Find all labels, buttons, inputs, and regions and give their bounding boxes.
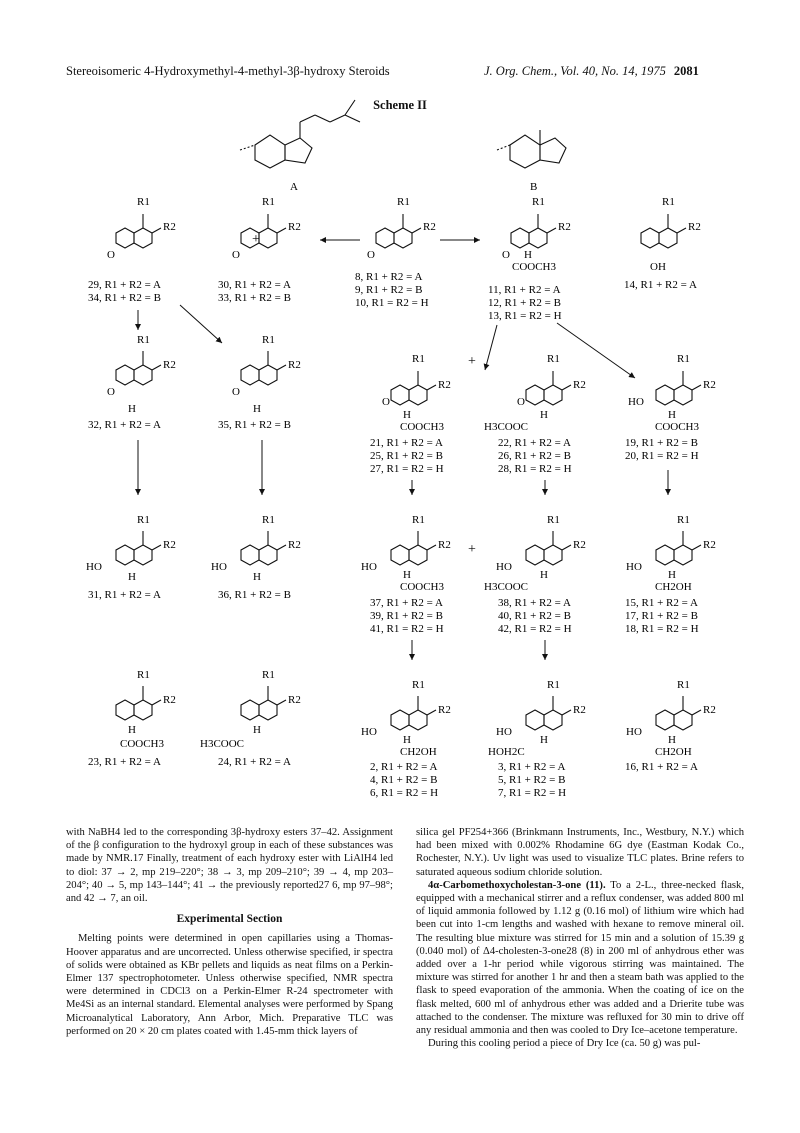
- arrow-12-to-19: [557, 323, 635, 378]
- label-18: 18, R1 = R2 = H: [625, 623, 699, 635]
- h-label-38: H: [540, 569, 548, 581]
- label-6: 6, R1 = R2 = H: [370, 787, 439, 799]
- journal-name: J. Org. Chem., Vol. 40, No. 14, 1975: [484, 64, 666, 78]
- r1-label-15: R1: [677, 514, 690, 526]
- h-label-36: H: [253, 571, 261, 583]
- structure-23: [116, 686, 161, 720]
- structure-22: [526, 371, 571, 405]
- structure-29: [116, 214, 161, 248]
- r2-label-30: R2: [288, 221, 301, 233]
- compound-subheading: 4α-Carbomethoxycholestan-3-one (11).: [428, 879, 606, 891]
- ho-16: HO: [626, 726, 642, 738]
- hydroxymethyl-2: CH2OH: [400, 746, 437, 758]
- r2-label-21: R2: [438, 379, 451, 391]
- right-paragraph-3: During this cooling period a piece of Dry Ice (ca. 50 g) was pul-: [428, 1038, 701, 1050]
- label-14: 14, R1 + R2 = A: [624, 279, 697, 291]
- side-chain-a-label: A: [290, 181, 298, 193]
- plus-sign: +: [252, 232, 260, 247]
- running-title: Stereoisomeric 4-Hydroxymethyl-4-methyl-3β-hydroxy Steroids: [66, 64, 390, 78]
- ho-19: HO: [628, 396, 644, 408]
- structure-8: [376, 214, 421, 248]
- left-paragraph-1: with NaBH4 led to the corresponding 3β-hydroxy esters 37–42. Assignment of the β configuration to the hydroxyl group in each of these substances was made by NMR.17 Finally, treatment of each hydroxy ester with LiAlH4 led to diol: 37 → 2, mp 219–220°; 38 → 3, mp 209–210°; 39 → 4, mp 203–204°; 40 → 5, mp 143–144°; 41 → the previously reported27 6, mp 97–98°; and 42 → 7, an oil.: [66, 827, 393, 905]
- r1-label-37: R1: [412, 514, 425, 526]
- ester-21: COOCH3: [400, 421, 445, 433]
- label-28: 28, R1 = R2 = H: [498, 463, 572, 475]
- r2-label-19: R2: [703, 379, 716, 391]
- label-33: 33, R1 + R2 = B: [218, 292, 291, 304]
- h-label-32: H: [128, 403, 136, 415]
- ester-23: COOCH3: [120, 738, 165, 750]
- h-label-15: H: [668, 569, 676, 581]
- h-label-23: H: [128, 724, 136, 736]
- label-40: 40, R1 + R2 = B: [498, 610, 571, 622]
- carbonyl-o-30: O: [232, 249, 240, 261]
- r1-label-14: R1: [662, 196, 675, 208]
- h-label-2: H: [403, 734, 411, 746]
- ester-19: COOCH3: [655, 421, 700, 433]
- r1-label-24: R1: [262, 669, 275, 681]
- carbonyl-o-32: O: [107, 386, 115, 398]
- structure-14: [641, 214, 686, 248]
- r2-label-35: R2: [288, 359, 301, 371]
- label-9: 9, R1 + R2 = B: [355, 284, 423, 296]
- ester-11: COOCH3: [512, 261, 557, 273]
- structure-3: [526, 696, 571, 730]
- ho-15: HO: [626, 561, 642, 573]
- label-21: 21, R1 + R2 = A: [370, 437, 443, 449]
- plus-sign-3: +: [468, 542, 476, 557]
- r2-label-31: R2: [163, 539, 176, 551]
- carbonyl-o-21: O: [382, 396, 390, 408]
- label-15: 15, R1 + R2 = A: [625, 597, 698, 609]
- ester-37: COOCH3: [400, 581, 445, 593]
- h-label-37: H: [403, 569, 411, 581]
- label-22: 22, R1 + R2 = A: [498, 437, 571, 449]
- r2-label-3: R2: [573, 704, 586, 716]
- structure-37: [391, 531, 436, 565]
- oh-14: OH: [650, 261, 666, 273]
- hydroxymethyl-16: CH2OH: [655, 746, 692, 758]
- carbonyl-o-8: O: [367, 249, 375, 261]
- label-17: 17, R1 + R2 = B: [625, 610, 698, 622]
- label-32: 32, R1 + R2 = A: [88, 419, 161, 431]
- r2-label-8: R2: [423, 221, 436, 233]
- side-chain-b-label: B: [530, 181, 538, 193]
- ester-38: H3COOC: [484, 581, 529, 593]
- procedure-paragraph: [416, 879, 744, 1037]
- ho-31: HO: [86, 561, 102, 573]
- page-number: 2081: [673, 64, 699, 78]
- ester-24: H3COOC: [200, 738, 245, 750]
- label-5: 5, R1 + R2 = B: [498, 774, 566, 786]
- structure-36: [241, 531, 286, 565]
- h-label-22: H: [540, 409, 548, 421]
- structure-35: [241, 351, 286, 385]
- label-4: 4, R1 + R2 = B: [370, 774, 438, 786]
- ho-3: HO: [496, 726, 512, 738]
- r1-label-22: R1: [547, 353, 560, 365]
- r1-label-2: R1: [412, 679, 425, 691]
- label-27: 27, R1 = R2 = H: [370, 463, 444, 475]
- label-26: 26, R1 + R2 = B: [498, 450, 571, 462]
- r1-label-35: R1: [262, 334, 275, 346]
- label-41: 41, R1 = R2 = H: [370, 623, 444, 635]
- r1-label-21: R1: [412, 353, 425, 365]
- structure-15: [656, 531, 701, 565]
- r1-label-29: R1: [137, 196, 150, 208]
- structure-19: [656, 371, 701, 405]
- r2-label-32: R2: [163, 359, 176, 371]
- structure-21: [391, 371, 436, 405]
- r2-label-38: R2: [573, 539, 586, 551]
- experimental-heading: Experimental Section: [176, 913, 283, 926]
- r2-label-2: R2: [438, 704, 451, 716]
- scheme-title: Scheme II: [373, 98, 427, 112]
- left-column: [66, 826, 393, 1038]
- label-11: 11, R1 + R2 = A: [488, 284, 561, 296]
- r2-label-23: R2: [163, 694, 176, 706]
- r2-label-29: R2: [163, 221, 176, 233]
- structure-30: [241, 214, 286, 248]
- r1-label-30: R1: [262, 196, 275, 208]
- h-label-31: H: [128, 571, 136, 583]
- label-36: 36, R1 + R2 = B: [218, 589, 291, 601]
- r1-label-8: R1: [397, 196, 410, 208]
- r2-label-16: R2: [703, 704, 716, 716]
- h-label-21: H: [403, 409, 411, 421]
- structure-16: [656, 696, 701, 730]
- r2-label-24: R2: [288, 694, 301, 706]
- structure-11: [511, 214, 556, 248]
- label-20: 20, R1 = R2 = H: [625, 450, 699, 462]
- right-column: [416, 826, 744, 1050]
- carbonyl-o-11: O: [502, 249, 510, 261]
- label-3: 3, R1 + R2 = A: [498, 761, 566, 773]
- left-paragraph-2: Melting points were determined in open capillaries using a Thomas-Hoover apparatus and are uncorrected. Unless otherwise specified, ir spectra of solids were obtained as KBr pellets and liquids as neat films on a Perkin-Elmer 137 spectrophotometer. Unless otherwise specified, NMR spectra were determined in CDCl3 on a Perkin-Elmer R-24 spectrometer with Me4Si as an internal standard. Elemental analyses were performed by Spang Microanalytical Laboratory, Ann Arbor, Mich. Preparative TLC was performed on 20 × 20 cm plates coated with 1.45-mm thick layers of: [66, 933, 393, 1037]
- plus-sign-2: +: [468, 354, 476, 369]
- r1-label-19: R1: [677, 353, 690, 365]
- ho-38: HO: [496, 561, 512, 573]
- label-23: 23, R1 + R2 = A: [88, 756, 161, 768]
- label-35: 35, R1 + R2 = B: [218, 419, 291, 431]
- label-42: 42, R1 = R2 = H: [498, 623, 572, 635]
- r1-label-31: R1: [137, 514, 150, 526]
- h-label-19: H: [668, 409, 676, 421]
- label-25: 25, R1 + R2 = B: [370, 450, 443, 462]
- label-24: 24, R1 + R2 = A: [218, 756, 291, 768]
- r2-label-36: R2: [288, 539, 301, 551]
- r2-label-11: R2: [558, 221, 571, 233]
- r2-label-37: R2: [438, 539, 451, 551]
- procedure-text: To a 2-L., three-necked flask, equipped with a mechanical stirrer and a reflux condenser, was added 800 ml of liquid ammonia followed by 1.12 g (0.16 mol) of lithium wire which had been cut into 1-cm lengths and washed with hexane to remove mineral oil. The resulting blue mixture was stirred for 15 min and a solution of 15.39 g (0.040 mol) of Δ4-cholesten-3-one28 (8) in 200 ml of anhydrous ether was added over a 1-hr period while vigorous stirring was maintained. The mixture was stirred for another 1 hr and then a steam bath was applied to the flask to speed evaporation of the ammonia. When the coating of ice on the flask melted, 600 ml of anhydrous ether was added and a Drierite tube was attached to the condenser. The mixture was refluxed for 30 min to drive off any residual ammonia and then was cooled to Dry Ice–acetone temperature.: [416, 879, 744, 1037]
- carbonyl-o-22: O: [517, 396, 525, 408]
- arrow-34-to-35: [180, 305, 222, 343]
- right-paragraph-1: silica gel PF254+366 (Brinkmann Instruments, Inc., Westbury, N.Y.) which had been mixed with 0.002% Rhodamine 6G dye (Eastman Kodak Co., Rochester, N.Y.). Uv light was used to visualize TLC plates. Brine refers to saturated aqueous sodium chloride solution.: [416, 827, 744, 878]
- label-7: 7, R1 = R2 = H: [498, 787, 567, 799]
- r2-label-14: R2: [688, 221, 701, 233]
- label-13: 13, R1 = R2 = H: [488, 310, 562, 322]
- label-38: 38, R1 + R2 = A: [498, 597, 571, 609]
- structure-38: [526, 531, 571, 565]
- label-31: 31, R1 + R2 = A: [88, 589, 161, 601]
- label-37: 37, R1 + R2 = A: [370, 597, 443, 609]
- r1-label-16: R1: [677, 679, 690, 691]
- side-chain-b: [497, 130, 566, 168]
- r1-label-36: R1: [262, 514, 275, 526]
- label-19: 19, R1 + R2 = B: [625, 437, 698, 449]
- carbonyl-o-35: O: [232, 386, 240, 398]
- label-30: 30, R1 + R2 = A: [218, 279, 291, 291]
- hydroxymethyl-15: CH2OH: [655, 581, 692, 593]
- r1-label-23: R1: [137, 669, 150, 681]
- r2-label-22: R2: [573, 379, 586, 391]
- label-39: 39, R1 + R2 = B: [370, 610, 443, 622]
- structure-2: [391, 696, 436, 730]
- r1-label-3: R1: [547, 679, 560, 691]
- r2-label-15: R2: [703, 539, 716, 551]
- hydroxymethyl-3: HOH2C: [488, 746, 525, 758]
- ester-22: H3COOC: [484, 421, 529, 433]
- side-chain-a: [240, 100, 360, 168]
- label-2: 2, R1 + R2 = A: [370, 761, 438, 773]
- label-8: 8, R1 + R2 = A: [355, 271, 423, 283]
- ho-36: HO: [211, 561, 227, 573]
- r1-label-38: R1: [547, 514, 560, 526]
- structure-24: [241, 686, 286, 720]
- h-label-35: H: [253, 403, 261, 415]
- h-label-11: H: [524, 249, 532, 261]
- label-29: 29, R1 + R2 = A: [88, 279, 161, 291]
- carbonyl-o-29: O: [107, 249, 115, 261]
- label-10: 10, R1 = R2 = H: [355, 297, 429, 309]
- arrow-11-to-21: [485, 325, 497, 370]
- label-34: 34, R1 + R2 = B: [88, 292, 161, 304]
- label-16: 16, R1 + R2 = A: [625, 761, 698, 773]
- h-label-3: H: [540, 734, 548, 746]
- structure-32: [116, 351, 161, 385]
- label-12: 12, R1 + R2 = B: [488, 297, 561, 309]
- ho-37: HO: [361, 561, 377, 573]
- h-label-16: H: [668, 734, 676, 746]
- ho-2: HO: [361, 726, 377, 738]
- structure-31: [116, 531, 161, 565]
- h-label-24: H: [253, 724, 261, 736]
- r1-label-11: R1: [532, 196, 545, 208]
- r1-label-32: R1: [137, 334, 150, 346]
